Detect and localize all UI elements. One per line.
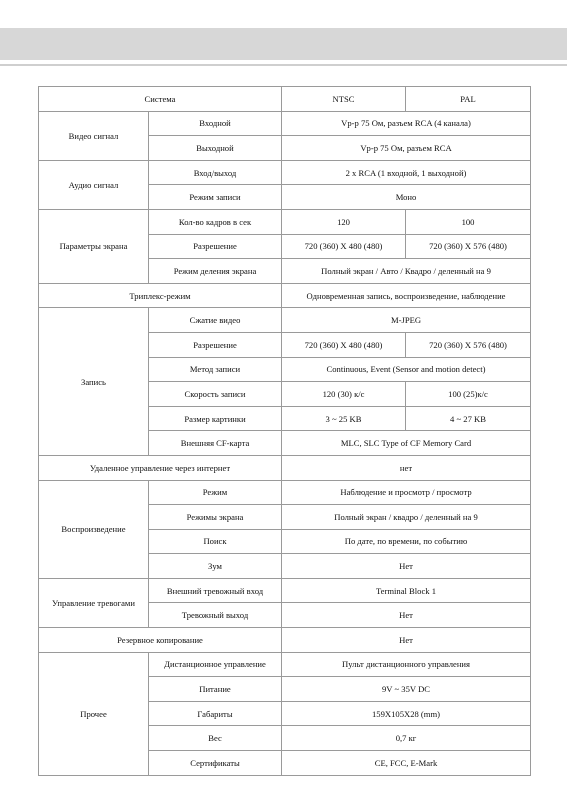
- video-label: Видео сигнал: [39, 111, 149, 160]
- audio-io-label: Вход/выход: [149, 160, 282, 185]
- table-row: [39, 160, 531, 185]
- record-res-ntsc: 720 (360) X 480 (480): [282, 332, 406, 357]
- table-row: [39, 628, 531, 653]
- audio-mode-value: Моно: [282, 185, 531, 210]
- record-res-pal: 720 (360) X 576 (480): [406, 332, 531, 357]
- backup-label: Резервное копирование: [39, 628, 282, 653]
- record-size-label: Размер картинки: [149, 406, 282, 431]
- record-cf-value: MLC, SLC Type of CF Memory Card: [282, 431, 531, 456]
- table-row: [39, 283, 531, 308]
- record-comp-value: M-JPEG: [282, 308, 531, 333]
- alarm-in-value: Terminal Block 1: [282, 578, 531, 603]
- other-dims-label: Габариты: [149, 701, 282, 726]
- video-input-label: Входной: [149, 111, 282, 136]
- other-remote-value: Пульт дистанционного управления: [282, 652, 531, 677]
- audio-io-value: 2 x RCA (1 входной, 1 выходной): [282, 160, 531, 185]
- table-row: [39, 111, 531, 136]
- record-size-pal: 4 ~ 27 KB: [406, 406, 531, 431]
- screen-res-pal: 720 (360) X 576 (480): [406, 234, 531, 259]
- video-input-value: Vp-p 75 Ом, разъем RCA (4 канала): [282, 111, 531, 136]
- screen-res-ntsc: 720 (360) X 480 (480): [282, 234, 406, 259]
- system-ntsc: NTSC: [282, 87, 406, 112]
- video-output-value: Vp-p 75 Ом, разъем RCA: [282, 136, 531, 161]
- playback-mode-label: Режим: [149, 480, 282, 505]
- table-row: [39, 455, 531, 480]
- playback-search-value: По дате, по времени, по событию: [282, 529, 531, 554]
- playback-zoom-label: Зум: [149, 554, 282, 579]
- other-label: Прочее: [39, 652, 149, 775]
- alarm-label: Управление тревогами: [39, 578, 149, 627]
- screen-fps-label: Кол-во кадров в сек: [149, 209, 282, 234]
- playback-screens-label: Режимы экрана: [149, 505, 282, 530]
- other-cert-label: Сертификаты: [149, 751, 282, 776]
- system-label: Система: [39, 87, 282, 112]
- record-speed-label: Скорость записи: [149, 382, 282, 407]
- other-weight-label: Вес: [149, 726, 282, 751]
- alarm-in-label: Внешний тревожный вход: [149, 578, 282, 603]
- table-row: [39, 578, 531, 603]
- backup-value: Нет: [282, 628, 531, 653]
- record-method-value: Continuous, Event (Sensor and motion detect): [282, 357, 531, 382]
- playback-mode-value: Наблюдение и просмотр / просмотр: [282, 480, 531, 505]
- screen-fps-ntsc: 120: [282, 209, 406, 234]
- playback-zoom-value: Нет: [282, 554, 531, 579]
- record-speed-pal: 100 (25)к/с: [406, 382, 531, 407]
- table-row: [39, 308, 531, 333]
- remote-value: нет: [282, 455, 531, 480]
- table-row: [39, 209, 531, 234]
- page-header-bar: [0, 28, 567, 60]
- system-pal: PAL: [406, 87, 531, 112]
- alarm-out-label: Тревожный выход: [149, 603, 282, 628]
- triplex-label: Триплекс-режим: [39, 283, 282, 308]
- table-row: [39, 480, 531, 505]
- other-weight-value: 0,7 кг: [282, 726, 531, 751]
- record-method-label: Метод записи: [149, 357, 282, 382]
- other-dims-value: 159X105X28 (mm): [282, 701, 531, 726]
- video-output-label: Выходной: [149, 136, 282, 161]
- header-divider: [0, 64, 567, 66]
- screen-split-value: Полный экран / Авто / Квадро / деленный на 9: [282, 259, 531, 284]
- other-cert-value: CE, FCC, E-Mark: [282, 751, 531, 776]
- record-speed-ntsc: 120 (30) к/с: [282, 382, 406, 407]
- other-power-label: Питание: [149, 677, 282, 702]
- playback-screens-value: Полный экран / квадро / деленный на 9: [282, 505, 531, 530]
- table-row: [39, 652, 531, 677]
- spec-table: [38, 86, 531, 776]
- audio-mode-label: Режим записи: [149, 185, 282, 210]
- screen-label: Параметры экрана: [39, 209, 149, 283]
- alarm-out-value: Нет: [282, 603, 531, 628]
- playback-label: Воспроизведение: [39, 480, 149, 578]
- record-res-label: Разрешение: [149, 332, 282, 357]
- screen-res-label: Разрешение: [149, 234, 282, 259]
- other-remote-label: Дистанционное управление: [149, 652, 282, 677]
- table-row: [39, 87, 531, 112]
- record-comp-label: Сжатие видео: [149, 308, 282, 333]
- triplex-value: Одновременная запись, воспроизведение, наблюдение: [282, 283, 531, 308]
- record-size-ntsc: 3 ~ 25 KB: [282, 406, 406, 431]
- remote-label: Удаленное управление через интернет: [39, 455, 282, 480]
- screen-split-label: Режим деления экрана: [149, 259, 282, 284]
- record-cf-label: Внешняя CF-карта: [149, 431, 282, 456]
- other-power-value: 9V ~ 35V DC: [282, 677, 531, 702]
- playback-search-label: Поиск: [149, 529, 282, 554]
- screen-fps-pal: 100: [406, 209, 531, 234]
- record-label: Запись: [39, 308, 149, 456]
- audio-label: Аудио сигнал: [39, 160, 149, 209]
